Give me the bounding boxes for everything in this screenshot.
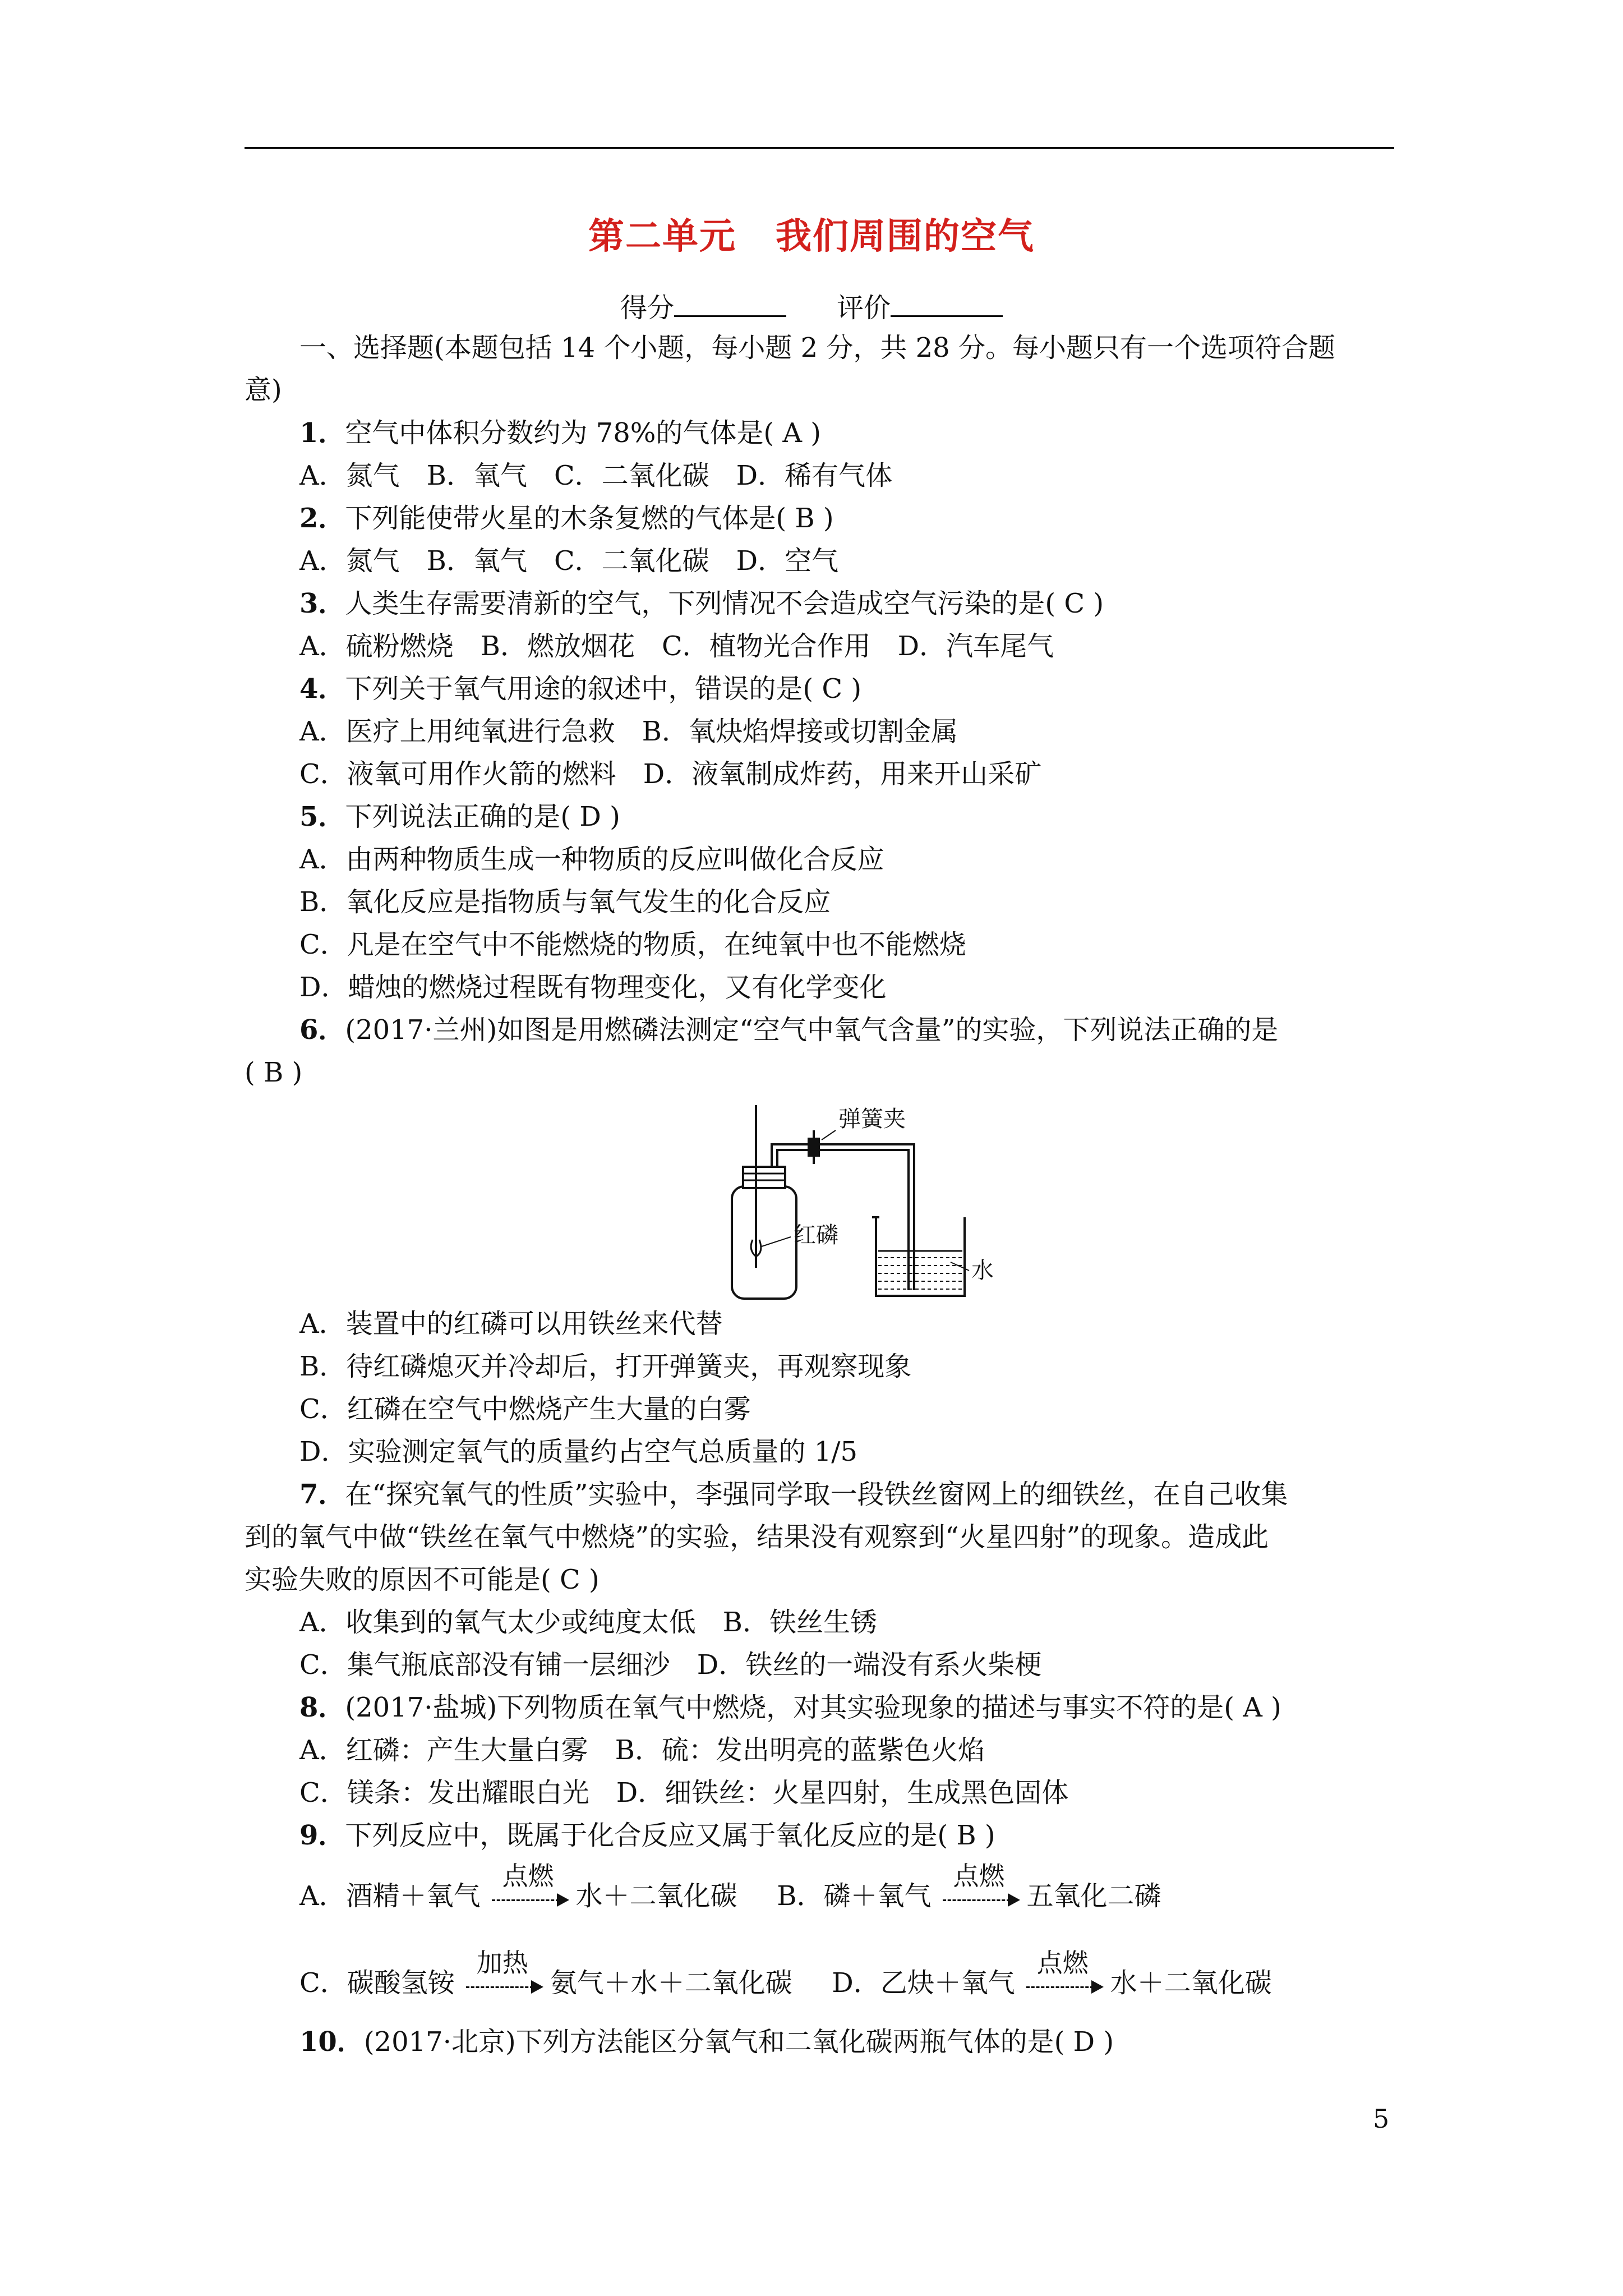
question-6-answer: ( B ) <box>245 1057 303 1088</box>
page-number: 5 <box>1373 2104 1390 2134</box>
question-10: 10．(2017·北京)下列方法能区分氧气和二氧化碳两瓶气体的是( D ) <box>299 2026 1114 2058</box>
question-5-option-a: A．由两种物质生成一种物质的反应叫做化合反应 <box>299 844 884 875</box>
question-6-option-b: B．待红磷熄灭并冷却后，打开弹簧夹，再观察现象 <box>299 1351 912 1382</box>
question-5-option-d: D．蜡烛的燃烧过程既有物理变化，又有化学变化 <box>299 972 887 1003</box>
question-7: 7．在“探究氧气的性质”实验中，李强同学取一段铁丝窗网上的细铁丝，在自己收集 <box>299 1479 1288 1510</box>
question-6-option-a: A．装置中的红磷可以用铁丝来代替 <box>299 1308 723 1340</box>
reaction-arrow: 点燃 <box>486 1881 570 1915</box>
question-8-options-ab: A．红磷：产生大量白雾 B．硫：发出明亮的蓝紫色火焰 <box>299 1734 985 1766</box>
header-rule <box>245 147 1394 149</box>
question-8-options-cd: C．镁条：发出耀眼白光 D．细铁丝：火星四射，生成黑色固体 <box>299 1777 1069 1809</box>
question-4-options-ab: A．医疗上用纯氧进行急救 B．氧炔焰焊接或切割金属 <box>299 716 958 747</box>
page-title <box>0 208 1623 259</box>
section-heading-cont: 意) <box>245 374 282 406</box>
eval-blank[interactable] <box>891 293 1003 317</box>
score-label: 得分 <box>620 292 674 324</box>
score-line <box>0 286 1623 325</box>
question-2-options: A．氮气 B．氧气 C．二氧化碳 D．空气 <box>299 545 839 577</box>
question-6: 6．(2017·兰州)如图是用燃磷法测定“空气中氧气含量”的实验，下列说法正确的是 <box>299 1014 1279 1046</box>
question-3: 3．人类生存需要清新的空气，下列情况不会造成空气污染的是( C ) <box>299 588 1104 619</box>
eval-label: 评价 <box>837 292 891 324</box>
score-blank[interactable] <box>674 293 786 317</box>
title-topic: 我们周围的空气 <box>776 216 1035 257</box>
question-6-option-d: D．实验测定氧气的质量约占空气总质量的 1/5 <box>299 1436 857 1467</box>
apparatus-diagram <box>701 1099 993 1307</box>
question-4-options-cd: C．液氧可用作火箭的燃料 D．液氧制成炸药，用来开山采矿 <box>299 758 1042 790</box>
reaction-arrow: 加热 <box>460 1968 545 2002</box>
question-5-option-c: C．凡是在空气中不能燃烧的物质，在纯氧中也不能燃烧 <box>299 929 966 960</box>
question-9-options-ab: A．酒精＋氧气 点燃 水＋二氧化碳 B．磷＋氧气 点燃 五氧化二磷 <box>299 1879 1161 1915</box>
question-5: 5．下列说法正确的是( D ) <box>299 801 620 832</box>
question-7-line2: 到的氧气中做“铁丝在氧气中燃烧”的实验，结果没有观察到“火星四射”的现象。造成此 <box>245 1521 1269 1553</box>
question-8: 8．(2017·盐城)下列物质在氧气中燃烧，对其实验现象的描述与事实不符的是( A ) <box>299 1692 1281 1723</box>
question-1-options: A．氮气 B．氧气 C．二氧化碳 D．稀有气体 <box>299 460 893 491</box>
question-5-option-b: B．氧化反应是指物质与氧气发生的化合反应 <box>299 886 831 918</box>
question-2: 2．下列能使带火星的木条复燃的气体是( B ) <box>299 503 834 534</box>
label-water: 水 <box>971 1258 993 1283</box>
question-9: 9．下列反应中，既属于化合反应又属于氧化反应的是( B ) <box>299 1820 995 1851</box>
label-spring-clip: 弹簧夹 <box>838 1106 906 1132</box>
question-1: 1．空气中体积分数约为 78%的气体是( A ) <box>299 417 821 449</box>
question-7-line3: 实验失败的原因不可能是( C ) <box>245 1564 600 1595</box>
question-7-options-cd: C．集气瓶底部没有铺一层细沙 D．铁丝的一端没有系火柴梗 <box>299 1649 1042 1681</box>
question-7-options-ab: A．收集到的氧气太少或纯度太低 B．铁丝生锈 <box>299 1607 877 1638</box>
question-6-option-c: C．红磷在空气中燃烧产生大量的白雾 <box>299 1393 751 1425</box>
reaction-arrow: 点燃 <box>937 1881 1021 1915</box>
section-heading: 一、选择题(本题包括 14 个小题，每小题 2 分，共 28 分。每小题只有一个选项符合题 <box>299 332 1335 364</box>
experiment-figure <box>701 1099 993 1307</box>
question-4: 4．下列关于氧气用途的叙述中，错误的是( C ) <box>299 673 862 705</box>
question-3-options: A．硫粉燃烧 B．燃放烟花 C．植物光合作用 D．汽车尾气 <box>299 631 1054 662</box>
reaction-arrow: 点燃 <box>1021 1968 1105 2002</box>
title-unit: 第二单元 <box>588 216 736 257</box>
label-red-phosphorus: 红磷 <box>794 1222 838 1248</box>
question-9-options-cd: C．碳酸氢铵 加热 氨气＋水＋二氧化碳 D．乙炔＋氧气 点燃 水＋二氧化碳 <box>299 1966 1272 2002</box>
